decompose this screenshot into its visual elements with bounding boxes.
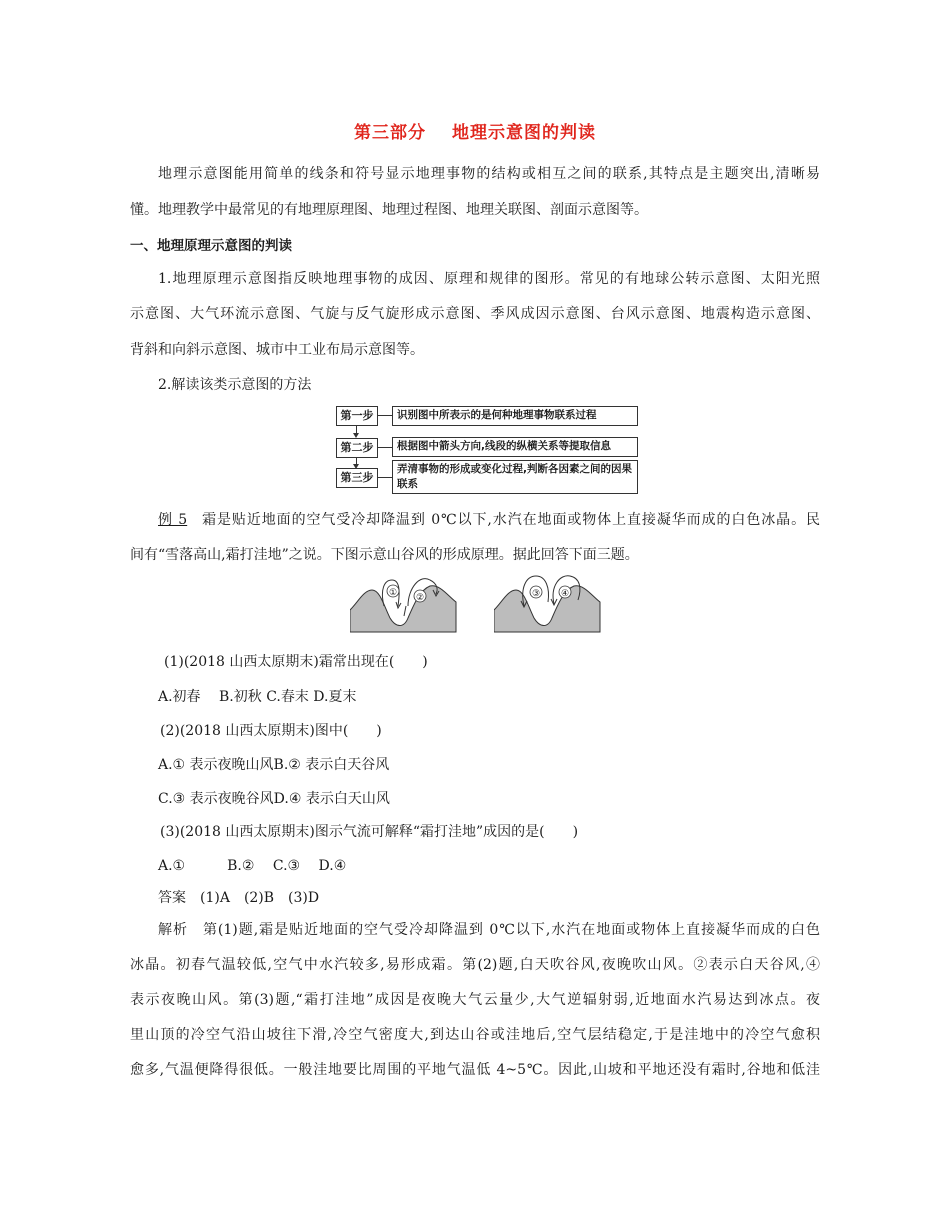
analysis-line-4: 里山顶的冷空气沿山坡往下滑,冷空气密度大,到达山谷或洼地后,空气层结稳定,于是洼地中的冷空气愈积 — [130, 1027, 820, 1043]
diagram-label-2: ② — [415, 593, 425, 603]
diagram-label-1: ① — [388, 588, 398, 598]
section-p1-line-3: 背斜和向斜示意图、城市中工业布局示意图等。 — [130, 342, 424, 358]
title-part: 第三部分 — [354, 123, 426, 143]
answer-label: 答案 — [158, 890, 186, 906]
question-1: (1)(2018 山西太原期末)霜常出现在( ) — [164, 654, 428, 670]
example-line-1 — [158, 510, 820, 530]
analysis-label: 解析 — [158, 922, 188, 938]
flow-step-2-label: 第二步 — [336, 438, 378, 458]
section-heading: 一、地理原理示意图的判读 — [130, 238, 292, 254]
method-flowchart — [336, 404, 641, 494]
intro-line-2: 懂。地理教学中最常见的有地理原理图、地理过程图、地理关联图、剖面示意图等。 — [130, 202, 648, 218]
page-title — [0, 118, 950, 143]
flow-step-1-text: 识别图中所表示的是何种地理事物联系过程 — [392, 406, 638, 426]
flow-step-3-label: 第三步 — [336, 468, 378, 488]
example-line-2: 间有“雪落高山,霜打洼地”之说。下图示意山谷风的形成原理。据此回答下面三题。 — [130, 547, 639, 563]
analysis-line-5: 愈多,气温便降得很低。一般洼地要比周围的平地气温低 4~5℃。因此,山坡和平地还没有霜时,谷地和低洼 — [130, 1062, 820, 1078]
question-2-options-cd: C.③ 表示夜晚谷风D.④ 表示白天山风 — [158, 791, 390, 807]
valley-wind-diagram-day — [350, 570, 458, 634]
analysis-line-1 — [158, 920, 820, 940]
question-3-options: A.① B.② C.③ D.④ — [158, 858, 347, 874]
question-2-options-ab: A.① 表示夜晚山风B.② 表示白天谷风 — [158, 757, 390, 773]
diagram-label-4: ④ — [560, 589, 570, 599]
flow-step-2-text: 根据图中箭头方向,线段的纵横关系等提取信息 — [392, 437, 638, 457]
example-text-1: 霜是贴近地面的空气受冷却降温到 0℃以下,水汽在地面或物体上直接凝华而成的白色冰晶。民 — [201, 512, 820, 528]
title-name: 地理示意图的判读 — [452, 123, 596, 143]
analysis-text-1: 第(1)题,霜是贴近地面的空气受冷却降温到 0℃以下,水汽在地面或物体上直接凝华而成的白色 — [201, 922, 820, 938]
answer-text: (1)A (2)B (3)D — [200, 890, 320, 906]
diagram-label-3: ③ — [531, 589, 541, 599]
flow-step-3-text: 弄清事物的形成或变化过程,判断各因素之间的因果联系 — [392, 460, 638, 494]
valley-wind-diagram-night — [494, 570, 602, 634]
question-2: (2)(2018 山西太原期末)图中( ) — [160, 723, 382, 739]
analysis-line-3: 表示夜晚山风。第(3)题,“霜打洼地”成因是夜晚大气云量少,大气逆辐射弱,近地面水汽易达到冰点。夜 — [130, 992, 820, 1008]
answer-line — [158, 888, 820, 908]
example-tag: 例 5 — [158, 512, 188, 528]
analysis-line-2: 冰晶。初春气温较低,空气中水汽较多,易形成霜。第(2)题,白天吹谷风,夜晚吹山风。②表示白天谷风,④ — [130, 957, 820, 973]
flow-step-1-label: 第一步 — [336, 406, 378, 426]
question-1-options: A.初春 B.初秋 C.春末 D.夏末 — [158, 689, 357, 705]
intro-line-1: 地理示意图能用简单的线条和符号显示地理事物的结构或相互之间的联系,其特点是主题突出,清晰易 — [158, 166, 820, 182]
section-p1-line-1: 1.地理原理示意图指反映地理事物的成因、原理和规律的图形。常见的有地球公转示意图、太阳光照 — [158, 271, 820, 287]
section-p1-line-2: 示意图、大气环流示意图、气旋与反气旋形成示意图、季风成因示意图、台风示意图、地震构造示意图、 — [130, 306, 820, 322]
question-3: (3)(2018 山西太原期末)图示气流可解释“霜打洼地”成因的是( ) — [160, 824, 579, 840]
section-p2: 2.解读该类示意图的方法 — [158, 377, 312, 393]
